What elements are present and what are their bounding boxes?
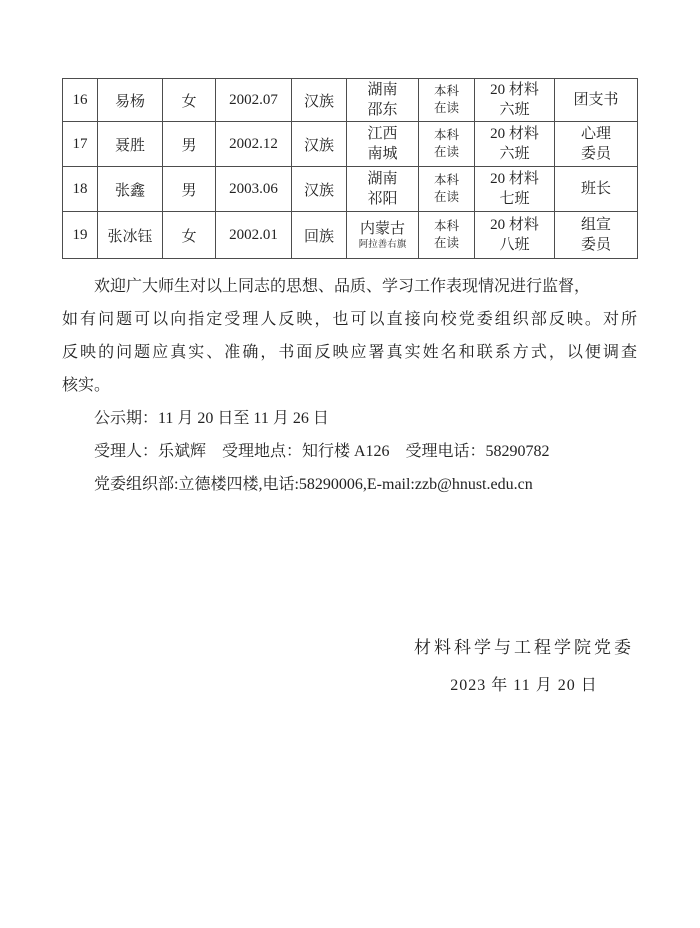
- signature-block: [414, 631, 634, 702]
- cell-gender: 女: [163, 79, 216, 122]
- receiver-contact-line: 受理人：乐斌辉 受理地点：知行楼 A126 受理电话：58290782: [94, 443, 550, 460]
- cell-gender: 女: [163, 212, 216, 259]
- supervision-paragraph-line: 反映的问题应真实、准确，书面反映应署真实姓名和联系方式，以便调查: [62, 344, 637, 361]
- hometown-line: 江西: [367, 126, 398, 142]
- hometown-line: 湖南: [367, 82, 398, 98]
- class-line: 六班: [499, 102, 530, 118]
- position-line: 委员: [580, 237, 611, 253]
- cell-number: 17: [63, 122, 98, 167]
- cell-number: 16: [63, 79, 98, 122]
- cell-name: 易杨: [98, 79, 163, 122]
- education-line: 在读: [433, 145, 459, 159]
- cell-number: 19: [63, 212, 98, 259]
- notice-body: [62, 270, 637, 501]
- cell-ethnicity: 回族: [292, 212, 347, 259]
- position-line: 组宣: [580, 217, 611, 233]
- cell-gender: 男: [163, 122, 216, 167]
- cell-name: 聂胜: [98, 122, 163, 167]
- table-row: [63, 167, 638, 212]
- class-line: 七班: [499, 191, 530, 207]
- position-line: 团支书: [573, 92, 619, 108]
- cell-ethnicity: 汉族: [292, 79, 347, 122]
- class-line: 20 材料: [490, 126, 539, 142]
- cell-education-status: [419, 79, 475, 122]
- org-department-contact-line: 党委组织部:立德楼四楼,电话:58290006,E-mail:zzb@hnust.edu.cn: [94, 476, 533, 493]
- cell-position: [555, 212, 638, 259]
- supervision-paragraph-line: 如有问题可以向指定受理人反映，也可以直接向校党委组织部反映。对所: [62, 311, 637, 328]
- cell-class: [475, 212, 555, 259]
- candidate-roster-table: [62, 78, 638, 259]
- cell-birth-date: 2002.07: [216, 79, 292, 122]
- cell-ethnicity: 汉族: [292, 122, 347, 167]
- education-line: 在读: [433, 236, 459, 250]
- supervision-paragraph-line: 欢迎广大师生对以上同志的思想、品质、学习工作表现情况进行监督，: [94, 278, 591, 295]
- cell-ethnicity: 汉族: [292, 167, 347, 212]
- education-line: 本科: [433, 128, 459, 142]
- hometown-line: 祁阳: [367, 191, 398, 207]
- position-line: 心理: [580, 126, 611, 142]
- cell-position: [555, 122, 638, 167]
- cell-hometown: [347, 79, 419, 122]
- cell-education-status: [419, 212, 475, 259]
- cell-hometown: [347, 212, 419, 259]
- hometown-line: 阿拉善右旗: [358, 239, 407, 250]
- cell-position: [555, 79, 638, 122]
- hometown-line: 内蒙古: [359, 220, 405, 237]
- position-line: 班长: [580, 181, 611, 197]
- signature-committee: 材料科学与工程学院党委: [414, 638, 634, 657]
- cell-education-status: [419, 122, 475, 167]
- cell-number: 18: [63, 167, 98, 212]
- class-line: 八班: [499, 237, 530, 253]
- cell-birth-date: 2002.01: [216, 212, 292, 259]
- education-line: 在读: [433, 190, 459, 204]
- cell-education-status: [419, 167, 475, 212]
- table-row: [63, 79, 638, 122]
- education-line: 本科: [433, 219, 459, 233]
- cell-name: 张冰钰: [98, 212, 163, 259]
- education-line: 在读: [433, 101, 459, 115]
- cell-position: [555, 167, 638, 212]
- hometown-line: 南城: [367, 146, 398, 162]
- table-row: [63, 122, 638, 167]
- class-line: 20 材料: [490, 171, 539, 187]
- signature-date: 2023 年 11 月 20 日: [450, 677, 598, 694]
- cell-birth-date: 2002.12: [216, 122, 292, 167]
- cell-class: [475, 122, 555, 167]
- class-line: 六班: [499, 146, 530, 162]
- class-line: 20 材料: [490, 217, 539, 233]
- education-line: 本科: [433, 173, 459, 187]
- cell-hometown: [347, 122, 419, 167]
- cell-gender: 男: [163, 167, 216, 212]
- supervision-paragraph-line: 核实。: [62, 377, 111, 394]
- cell-class: [475, 167, 555, 212]
- cell-hometown: [347, 167, 419, 212]
- cell-birth-date: 2003.06: [216, 167, 292, 212]
- table-row: [63, 212, 638, 259]
- cell-name: 张鑫: [98, 167, 163, 212]
- hometown-line: 邵东: [367, 102, 398, 118]
- position-line: 委员: [580, 146, 611, 162]
- education-line: 本科: [433, 84, 459, 98]
- cell-class: [475, 79, 555, 122]
- publicity-period-line: 公示期：11 月 20 日至 11 月 26 日: [94, 410, 329, 427]
- hometown-line: 湖南: [367, 171, 398, 187]
- class-line: 20 材料: [490, 82, 539, 98]
